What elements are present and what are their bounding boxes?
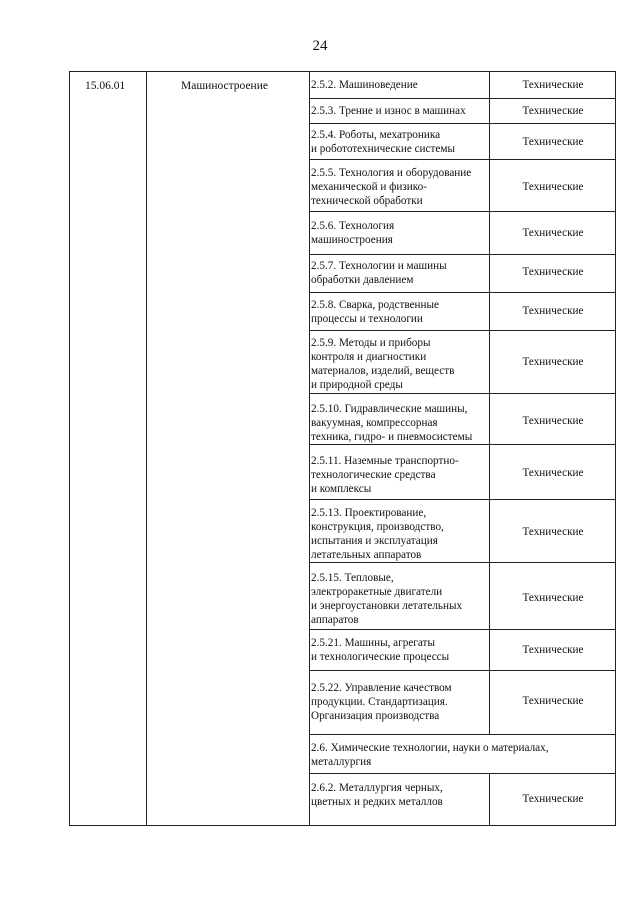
specialty-name: 2.5.9. Методы и приборы контроля и диагностики материалов, изделий, веществ и природной среды [311,337,455,391]
column-divider [146,71,147,826]
science-category: Технические [522,181,584,193]
specialties-table [69,71,616,826]
direction-name: Машиностроение [181,80,268,92]
page-number: 24 [312,38,328,54]
science-category: Технические [522,227,584,239]
row-separator [309,98,616,99]
row-separator [309,629,616,630]
row-separator [309,499,616,500]
row-separator [309,123,616,124]
table-border-top [69,71,616,72]
row-separator [309,159,616,160]
science-category: Технические [522,305,584,317]
specialty-name: 2.5.5. Технология и оборудование механической и физико- технической обработки [311,167,472,207]
specialty-name: 2.5.3. Трение и износ в машинах [311,105,466,117]
specialty-name: 2.5.4. Роботы, мехатроника и робототехнические системы [311,129,455,155]
science-category: Технические [522,644,584,656]
column-divider [309,71,310,826]
science-category: Технические [522,136,584,148]
science-category: Технические [522,592,584,604]
science-category: Технические [522,79,584,91]
row-separator [309,773,616,774]
science-category: Технические [522,526,584,538]
specialty-name: 2.5.22. Управление качеством продукции. Стандартизация. Организация производства [311,682,452,722]
specialty-name: 2.5.13. Проектирование, конструкция, производство, испытания и эксплуатация летательных аппаратов [311,507,444,561]
row-separator [309,444,616,445]
row-separator [309,330,616,331]
specialty-name: 2.6.2. Металлургия черных, цветных и редких металлов [311,782,443,808]
science-category: Технические [522,105,584,117]
science-category: Технические [522,695,584,707]
specialty-name: 2.5.7. Технологии и машины обработки давлением [311,260,447,286]
row-separator [309,393,616,394]
specialty-name: 2.5.11. Наземные транспортно- технологические средства и комплексы [311,455,459,495]
direction-code: 15.06.01 [85,80,126,92]
specialty-name: 2.5.15. Тепловые, электроракетные двигатели и энергоустановки летательных аппаратов [311,572,463,626]
science-category: Технические [522,266,584,278]
science-category: Технические [522,793,584,805]
specialty-name: 2.5.6. Технология машиностроения [311,220,395,246]
table-border-bottom [69,825,616,826]
specialty-name: 2.5.10. Гидравлические машины, вакуумная, компрессорная техника, гидро- и пневмосистемы [311,403,473,443]
science-category: Технические [522,356,584,368]
table-border-left [69,71,70,826]
specialty-name: 2.5.2. Машиноведение [311,79,418,91]
row-separator [309,670,616,671]
row-separator [309,211,616,212]
science-category: Технические [522,415,584,427]
specialty-group-name: 2.6. Химические технологии, науки о материалах, металлургия [311,742,549,768]
science-category: Технические [522,467,584,479]
specialty-name: 2.5.8. Сварка, родственные процессы и технологии [311,299,439,325]
row-separator [309,734,616,735]
row-separator [309,254,616,255]
specialty-name: 2.5.21. Машины, агрегаты и технологические процессы [311,637,450,663]
row-separator [309,562,616,563]
row-separator [309,292,616,293]
